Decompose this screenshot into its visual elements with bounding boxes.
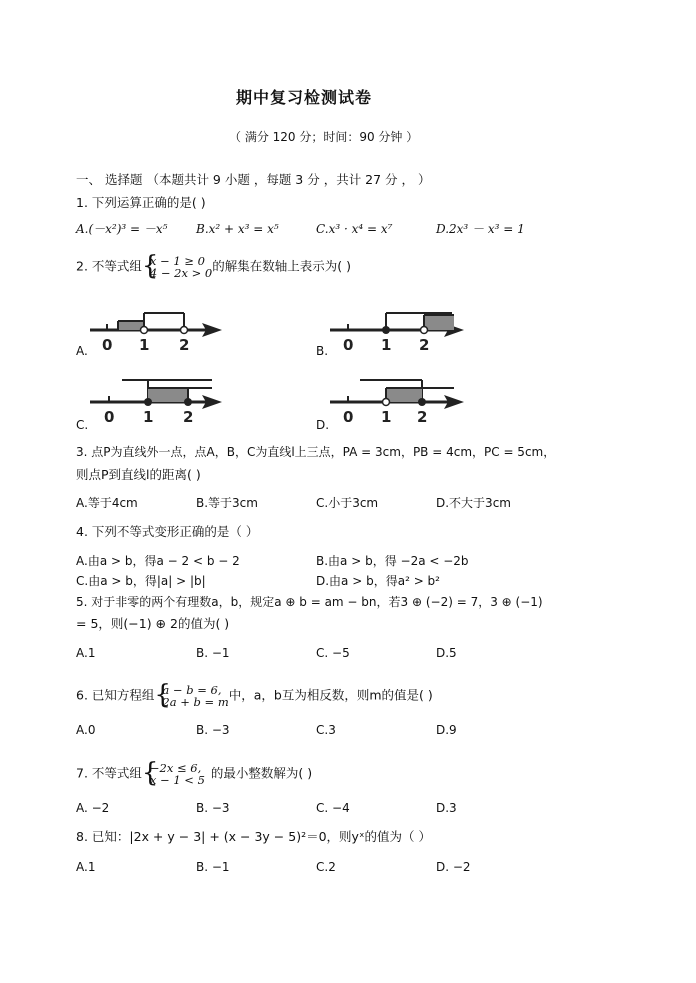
q4-stem: 4. 下列不等式变形正确的是（ ） <box>76 524 259 539</box>
q3-stem-line2: 则点P到直线l的距离( ) <box>76 467 201 482</box>
q7-stem-post: 的最小整数解为( ) <box>210 765 313 781</box>
q7-system-line2: x − 1 < 5 <box>149 773 205 787</box>
q1-option-b[interactable]: B.x² + x³ = x⁵ <box>196 222 279 236</box>
q2d-tick-1: 1 <box>381 408 392 426</box>
q2-numberline-c[interactable] <box>76 374 226 428</box>
q2-option-d-label[interactable]: D. <box>316 418 330 432</box>
q2-stem-pre: 2. 不等式组 <box>76 258 142 274</box>
q6-system-line1: a − b = 6, <box>162 683 222 697</box>
q5-stem-line1: 5. 对于非零的两个有理数a，b，规定a ⊕ b = am − bn，若3 ⊕ (−2) = 7，3 ⊕ (−1) <box>76 595 543 609</box>
q8-option-a[interactable]: A.1 <box>76 860 96 874</box>
page-title: 期中复习检测试卷 <box>236 88 373 107</box>
q1-option-a[interactable]: A.(－x²)³ = －x⁵ <box>76 222 168 236</box>
q2d-tick-2: 2 <box>417 408 428 426</box>
q2-numberline-a[interactable] <box>76 302 226 356</box>
q6-option-d[interactable]: D.9 <box>436 723 457 737</box>
q4-option-d[interactable]: D.由a > b，得a² > b² <box>316 574 440 588</box>
q6-equation-system: { a − b = 6, 2a + b = m <box>154 680 229 710</box>
q2-stem-post: 的解集在数轴上表示为( ) <box>212 258 351 274</box>
q5-option-d[interactable]: D.5 <box>436 646 457 660</box>
q1-option-d[interactable]: D.2x³ － x³ = 1 <box>436 222 525 236</box>
q8-option-c[interactable]: C.2 <box>316 860 336 874</box>
q2b-tick-2: 2 <box>419 336 430 354</box>
q3-option-a[interactable]: A.等于4cm <box>76 496 138 510</box>
q2-option-c-label[interactable]: C. <box>76 418 89 432</box>
q2b-tick-1: 1 <box>381 336 392 354</box>
q3-option-c[interactable]: C.小于3cm <box>316 496 379 510</box>
q2b-tick-0: 0 <box>343 336 354 354</box>
q2-option-b-label[interactable]: B. <box>316 344 329 358</box>
q8-option-d[interactable]: D. −2 <box>436 860 471 874</box>
q7-stem-pre: 7. 不等式组 <box>76 765 142 781</box>
q4-option-c[interactable]: C.由a > b，得|a| > |b| <box>76 574 206 588</box>
q2-system-line2: 4 − 2x > 0 <box>149 266 213 280</box>
q7-option-a[interactable]: A. −2 <box>76 801 110 815</box>
q2c-tick-1: 1 <box>143 408 154 426</box>
q5-option-a[interactable]: A.1 <box>76 646 96 660</box>
q2d-tick-0: 0 <box>343 408 354 426</box>
q6-option-c[interactable]: C.3 <box>316 723 336 737</box>
q7-option-b[interactable]: B. −3 <box>196 801 230 815</box>
q3-option-b[interactable]: B.等于3cm <box>196 496 258 510</box>
q7-inequality-system: { −2x ≤ 6, x − 1 < 5 <box>141 758 205 788</box>
q6-system-line2: 2a + b = m <box>162 695 229 709</box>
q2-numberline-d[interactable] <box>318 374 468 428</box>
q6-stem <box>76 680 433 710</box>
q7-option-c[interactable]: C. −4 <box>316 801 350 815</box>
q2c-tick-2: 2 <box>183 408 194 426</box>
q6-option-a[interactable]: A.0 <box>76 723 96 737</box>
q6-option-b[interactable]: B. −3 <box>196 723 230 737</box>
q2-option-a-label[interactable]: A. <box>76 344 88 358</box>
section-heading: 一、 选择题 （本题共计 9 小题 ，每题 3 分 ，共计 27 分 ， ） <box>76 172 431 187</box>
q2-numberline-b[interactable] <box>318 302 468 356</box>
exam-info: （ 满分 120 分；时间：90 分钟 ） <box>229 130 419 144</box>
q1-stem: 1. 下列运算正确的是( ) <box>76 195 206 210</box>
q5-option-c[interactable]: C. −5 <box>316 646 350 660</box>
q2-stem <box>76 251 351 281</box>
q6-stem-pre: 6. 已知方程组 <box>76 687 155 703</box>
q2a-tick-1: 1 <box>139 336 150 354</box>
q8-stem: 8. 已知：|2x + y − 3| + (x − 3y − 5)²＝0，则yˣ的值为（ ） <box>76 829 431 844</box>
q5-option-b[interactable]: B. −1 <box>196 646 230 660</box>
q1-option-c[interactable]: C.x³ · x⁴ = x⁷ <box>316 222 393 236</box>
q2-inequality-system: { x − 1 ≥ 0 4 − 2x > 0 <box>141 251 213 281</box>
q7-system-line1: −2x ≤ 6, <box>149 761 202 775</box>
q4-option-a[interactable]: A.由a > b，得a − 2 < b − 2 <box>76 554 240 568</box>
q2c-tick-0: 0 <box>104 408 115 426</box>
q7-option-d[interactable]: D.3 <box>436 801 457 815</box>
q2-system-line1: x − 1 ≥ 0 <box>149 254 205 268</box>
q6-stem-post: 中，a，b互为相反数，则m的值是( ) <box>228 687 433 703</box>
q2a-tick-2: 2 <box>179 336 190 354</box>
q3-stem-line1: 3. 点P为直线外一点，点A，B，C为直线l上三点，PA = 3cm，PB = 4cm，PC = 5cm， <box>76 445 556 459</box>
q5-stem-line2: = 5，则(−1) ⊕ 2的值为( ) <box>76 616 230 631</box>
q3-option-d[interactable]: D.不大于3cm <box>436 496 511 510</box>
q2a-tick-0: 0 <box>102 336 113 354</box>
q7-stem <box>76 758 313 788</box>
q4-option-b[interactable]: B.由a > b，得 −2a < −2b <box>316 554 469 568</box>
q8-option-b[interactable]: B. −1 <box>196 860 230 874</box>
